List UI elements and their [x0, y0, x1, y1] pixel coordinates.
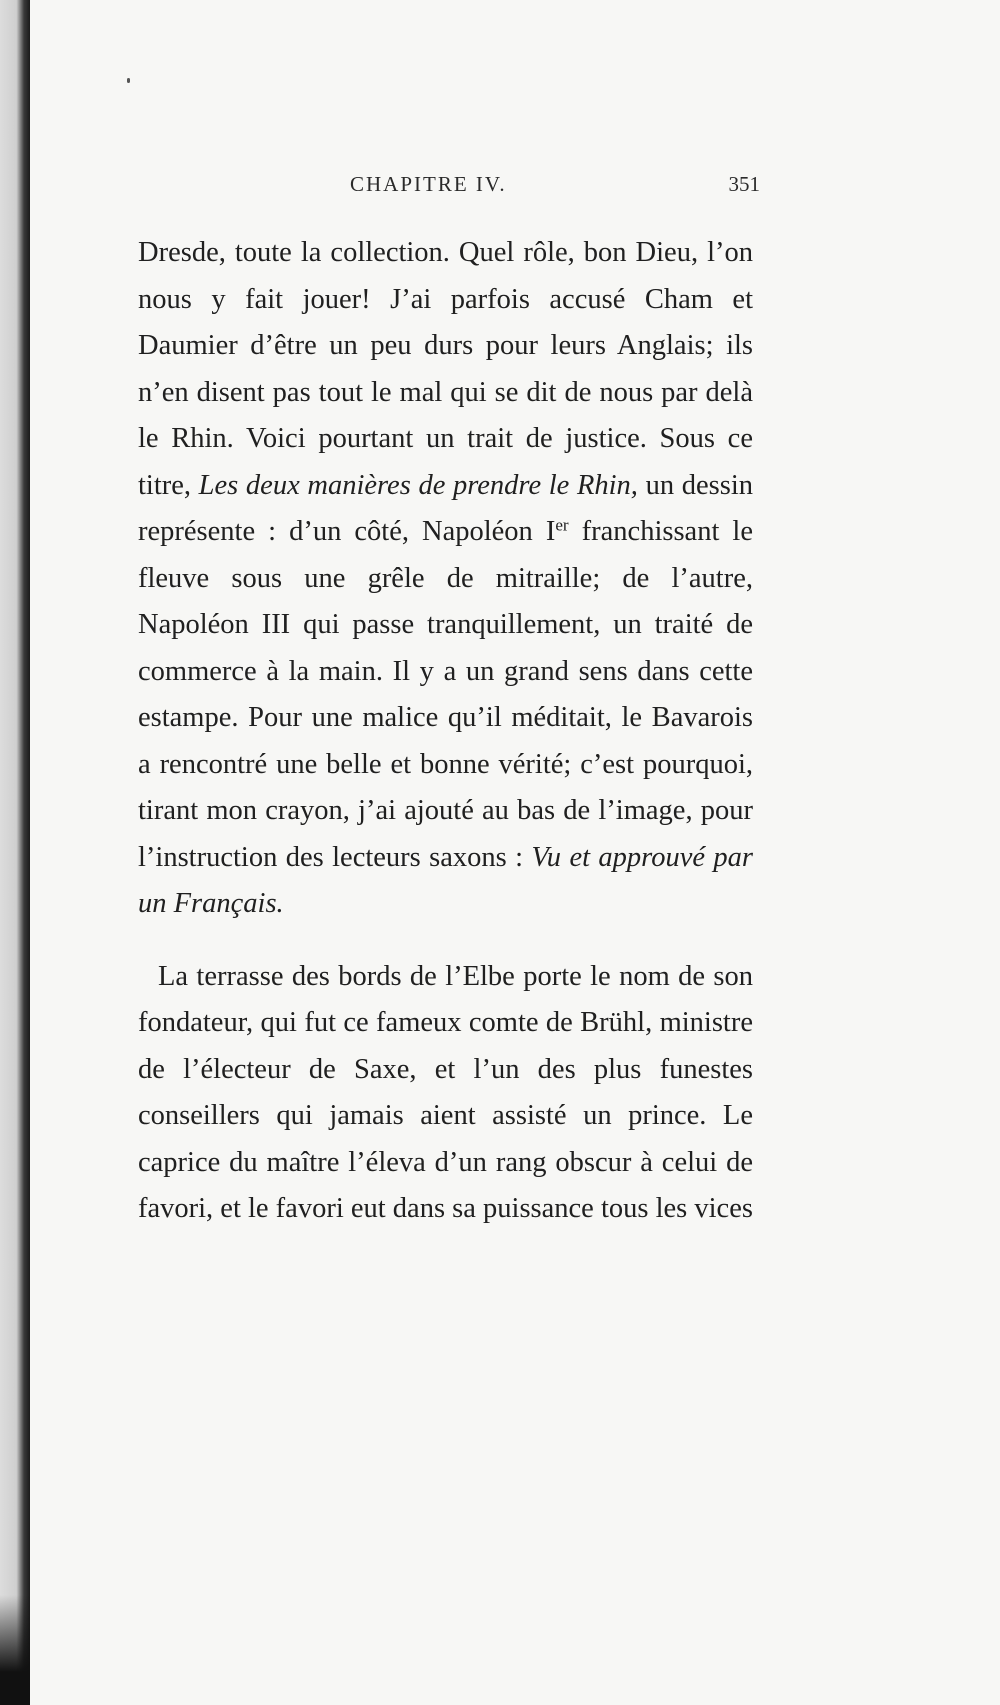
paragraph-1-text-c: franchissant le fleuve sous une grêle de mitraille; de l’autre, Napoléon III qui passe tranquillement, un traité de commerce à la main. Il y a un grand sens dans cette estampe. Pour une malice qu’il méditait, le Bavarois a rencontré une belle et bonne vérité; c’est pourquoi, tirant mon crayon, j’ai ajouté au bas de l’image, pour l’instruction des lecteurs saxons :	[138, 516, 753, 873]
binding-gutter	[0, 0, 30, 1705]
paragraph-1-text-b: un dessin représente : d’un côté, Napoléon I	[138, 469, 753, 547]
book-page	[30, 0, 1000, 1705]
page-body	[138, 230, 753, 1233]
inscription-note: Vu et approuvé par un Français.	[138, 841, 754, 919]
paragraph-1-text-a: Dresde, toute la collection. Quel rôle, bon Dieu, l’on nous y fait jouer! J’ai parfois accusé Cham et Daumier d’être un peu durs pour leurs Anglais; ils n’en disent pas tout le mal qui se dit de nous par delà le Rhin. Voici pourtant un trait de justice. Sous ce titre,	[138, 237, 753, 501]
page-number: 351	[728, 172, 760, 196]
chapter-title: CHAPITRE IV.	[350, 172, 507, 196]
artwork-title: Les deux manières de prendre le Rhin,	[198, 469, 638, 501]
paragraph-1	[138, 230, 753, 928]
paragraph-2: La terrasse des bords de l’Elbe porte le nom de son fondateur, qui fut ce fameux comte de Brühl, ministre de l’électeur de Saxe, et l’un des plus funestes conseillers qui jamais aient assisté un prince. Le caprice du maître l’éleva d’un rang obscur à celui de favori, et le favori eut dans sa puissance tous les vices	[138, 960, 753, 1224]
ink-speck	[127, 78, 130, 83]
ordinal-superscript: er	[555, 515, 569, 535]
